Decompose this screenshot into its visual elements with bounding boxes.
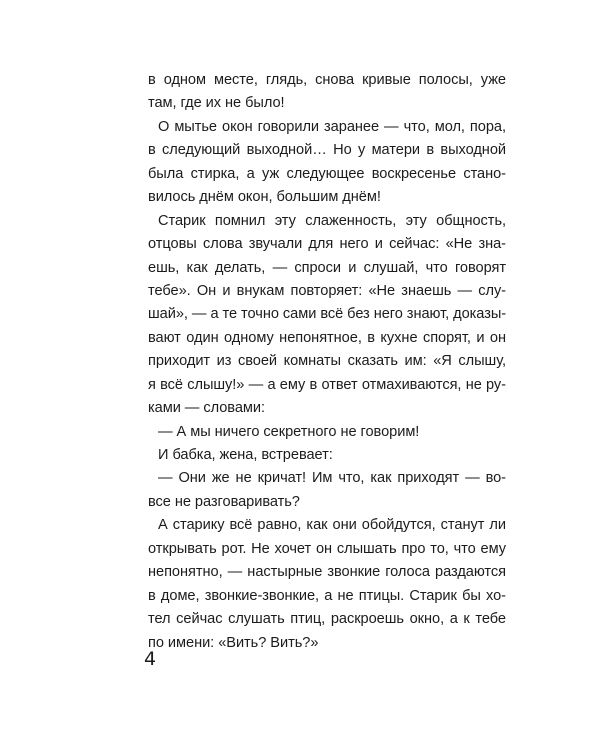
text-line: вают один одному непонятное, в кухне спорят, и он bbox=[148, 329, 506, 346]
text-line: Старик помнил эту слаженность, эту общность, bbox=[158, 212, 506, 229]
text-line: вилось днём окон, большим днём! bbox=[148, 189, 381, 206]
text-line: я всё слышу!» — а ему в ответ отмахиваются, не ру- bbox=[148, 376, 506, 393]
text-line: тел сейчас слушать птиц, раскроешь окно, а к тебе bbox=[148, 611, 506, 628]
text-line: в следующий выходной… Но у матери в выходной bbox=[148, 142, 506, 159]
text-line: — А мы ничего секретного не говорим! bbox=[158, 423, 420, 440]
page-number: 4 bbox=[144, 648, 157, 670]
text-line: непонятно, — настырные звонкие голоса раздаются bbox=[148, 564, 506, 581]
text-line: приходит из своей комнаты сказать им: «Я слышу, bbox=[148, 353, 506, 370]
body-text bbox=[148, 69, 506, 655]
text-line: ками — словами: bbox=[148, 400, 265, 417]
text-line: в одном месте, глядь, снова кривые полосы, уже bbox=[148, 72, 506, 88]
text-line: А старику всё равно, как они обойдутся, станут ли bbox=[158, 517, 506, 534]
text-line: И бабка, жена, встревает: bbox=[158, 447, 333, 463]
text-line: шай», — а те точно сами всё без него знают, доказы- bbox=[148, 306, 507, 323]
text-line: все не разговаривать? bbox=[148, 493, 300, 510]
text-line: открывать рот. Не хочет он слышать про то, что ему bbox=[148, 540, 506, 557]
text-line: — Они же не кричат! Им что, как приходят — во- bbox=[158, 470, 506, 487]
text-line: О мытье окон говорили заранее — что, мол, пора, bbox=[158, 118, 506, 135]
text-line: ешь, как делать, — спроси и слушай, что говорят bbox=[148, 259, 506, 276]
text-line: была стирка, а уж следующее воскресенье стано- bbox=[148, 165, 506, 182]
text-line: там, где их не было! bbox=[148, 95, 285, 112]
text-line: по имени: «Вить? Вить?» bbox=[148, 634, 319, 651]
text-line: в доме, звонкие-звонкие, а не птицы. Старик бы хо- bbox=[148, 587, 506, 604]
text-line: отцовы слова звучали для него и сейчас: «Не зна- bbox=[148, 236, 506, 253]
text-line: тебе». Он и внукам повторяет: «Не знаешь — слу- bbox=[148, 282, 506, 299]
